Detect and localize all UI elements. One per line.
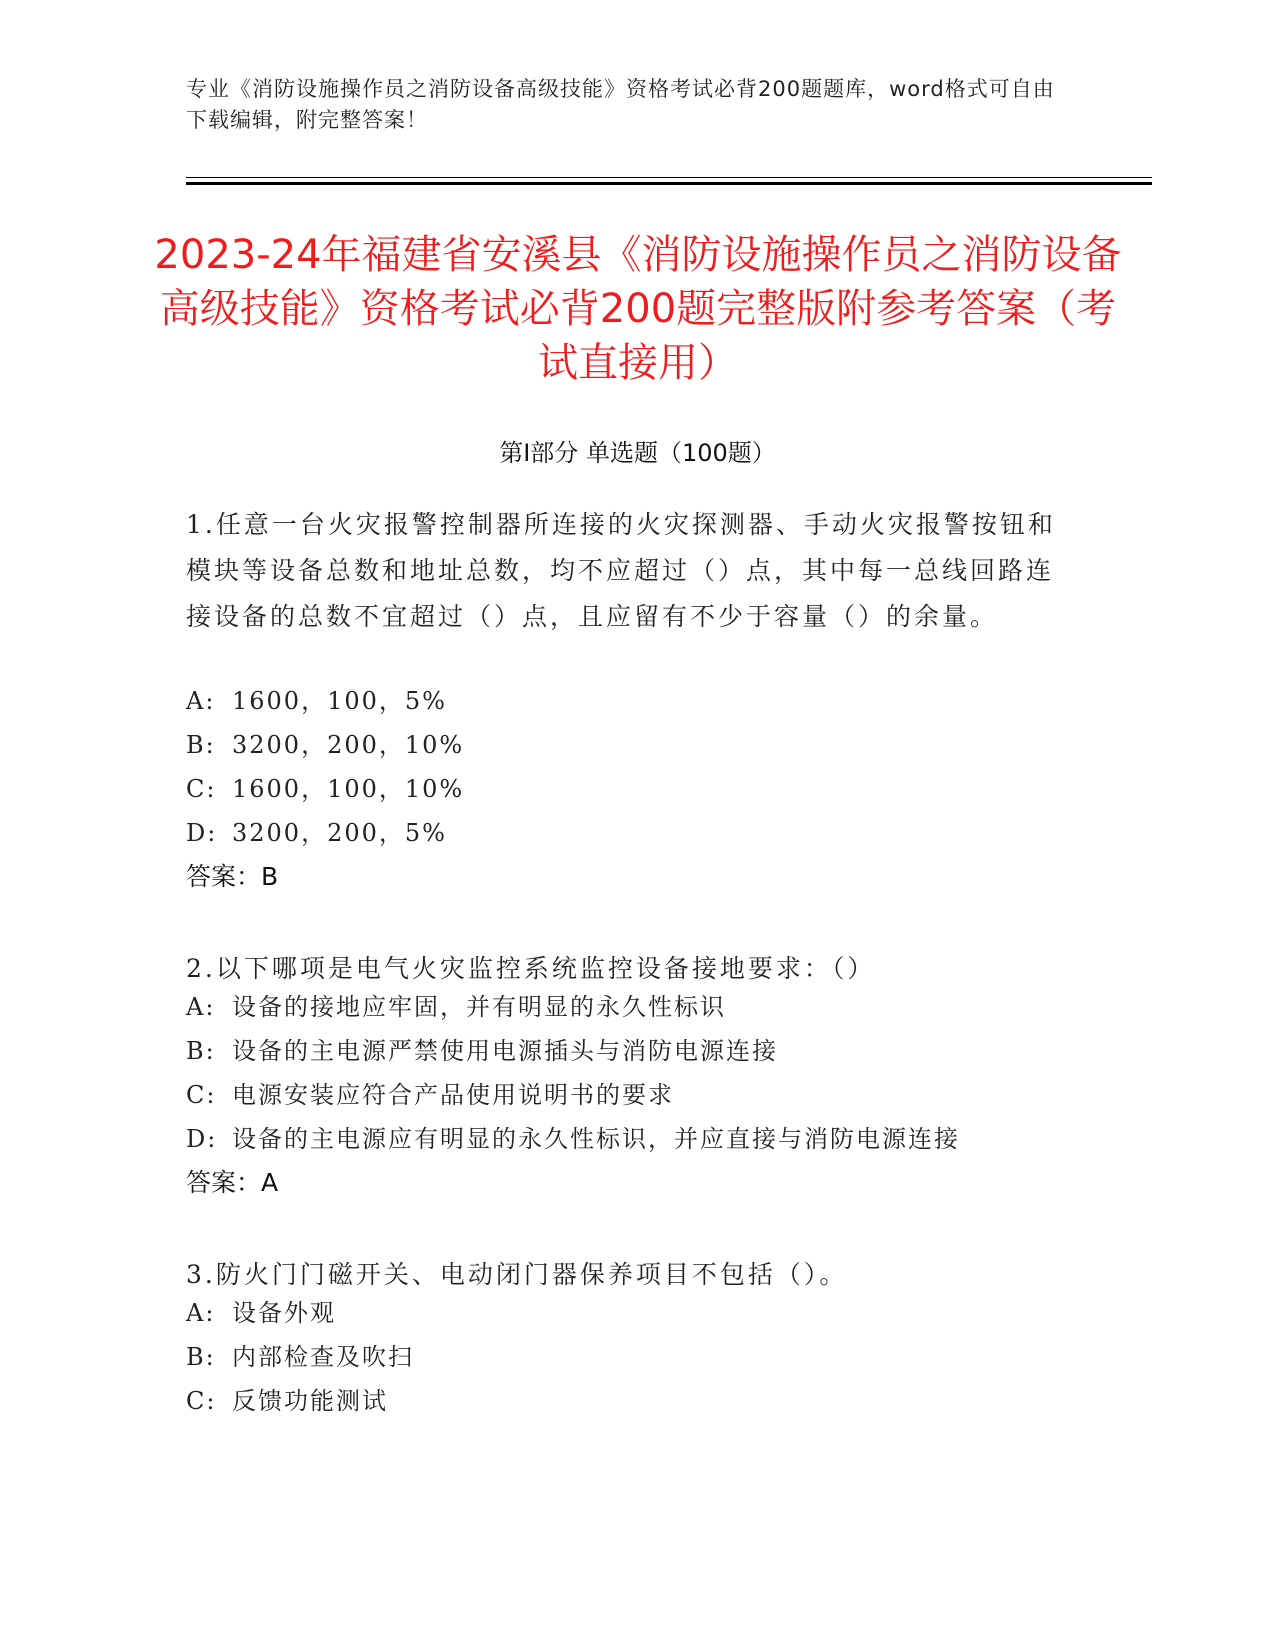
option-text: 设备的接地应牢固，并有明显的永久性标识 <box>232 993 726 1021</box>
question-1-answer: 答案：B <box>186 862 279 891</box>
question-2-text: 2.以下哪项是电气火灾监控系统监控设备接地要求：（） <box>186 954 876 983</box>
question-3-text: 3.防火门门磁开关、电动闭门器保养项目不包括（）。 <box>186 1260 848 1289</box>
option-letter: D: <box>186 819 218 847</box>
question-2-answer: 答案：A <box>186 1168 279 1197</box>
question-2-option-d <box>186 1122 1086 1156</box>
option-letter: B: <box>186 1037 216 1065</box>
option-text: 电源安装应符合产品使用说明书的要求 <box>232 1081 674 1109</box>
option-letter: C: <box>186 1387 217 1415</box>
option-text: 设备外观 <box>232 1299 336 1327</box>
option-text: 3200，200，5% <box>232 819 447 847</box>
question-1-option-d <box>186 816 1086 850</box>
section-heading: 第Ⅰ部分 单选题（100题） <box>499 439 776 467</box>
header-note: 专业《消防设施操作员之消防设备高级技能》资格考试必背200题题库，word格式可自由下载编辑，附完整答案！ <box>186 77 1055 132</box>
option-letter: A: <box>186 993 216 1021</box>
header-divider-thin <box>186 177 1152 178</box>
option-text: 设备的主电源应有明显的永久性标识，并应直接与消防电源连接 <box>232 1125 960 1153</box>
option-text: 内部检查及吹扫 <box>232 1343 414 1371</box>
header-divider-thick <box>186 182 1152 185</box>
document-title: 2023-24年福建省安溪县《消防设施操作员之消防设备高级技能》资格考试必背200题完整版附参考答案（考试直接用） <box>154 232 1122 386</box>
question-1-option-c <box>186 772 1086 806</box>
question-2-option-a <box>186 990 1086 1024</box>
option-text: 设备的主电源严禁使用电源插头与消防电源连接 <box>232 1037 778 1065</box>
question-3-option-b <box>186 1340 1086 1374</box>
question-3-option-a <box>186 1296 1086 1330</box>
option-text: 3200，200，10% <box>232 731 465 759</box>
option-letter: C: <box>186 1081 217 1109</box>
option-letter: B: <box>186 1343 216 1371</box>
question-1-text: 1.任意一台火灾报警控制器所连接的火灾探测器、手动火灾报警按钮和模块等设备总数和地址总数，均不应超过（）点，其中每一总线回路连接设备的总数不宜超过（）点，且应留有不少于容量（）的余量。 <box>186 510 1056 631</box>
option-text: 反馈功能测试 <box>232 1387 388 1415</box>
option-letter: A: <box>186 687 216 715</box>
option-letter: C: <box>186 775 217 803</box>
question-2-option-c <box>186 1078 1086 1112</box>
option-letter: B: <box>186 731 216 759</box>
question-1-option-b <box>186 728 1086 762</box>
option-text: 1600，100，5% <box>232 687 447 715</box>
question-2-option-b <box>186 1034 1086 1068</box>
option-letter: D: <box>186 1125 218 1153</box>
question-1-option-a <box>186 684 1086 718</box>
option-text: 1600，100，10% <box>232 775 465 803</box>
option-letter: A: <box>186 1299 216 1327</box>
question-3-option-c <box>186 1384 1086 1418</box>
